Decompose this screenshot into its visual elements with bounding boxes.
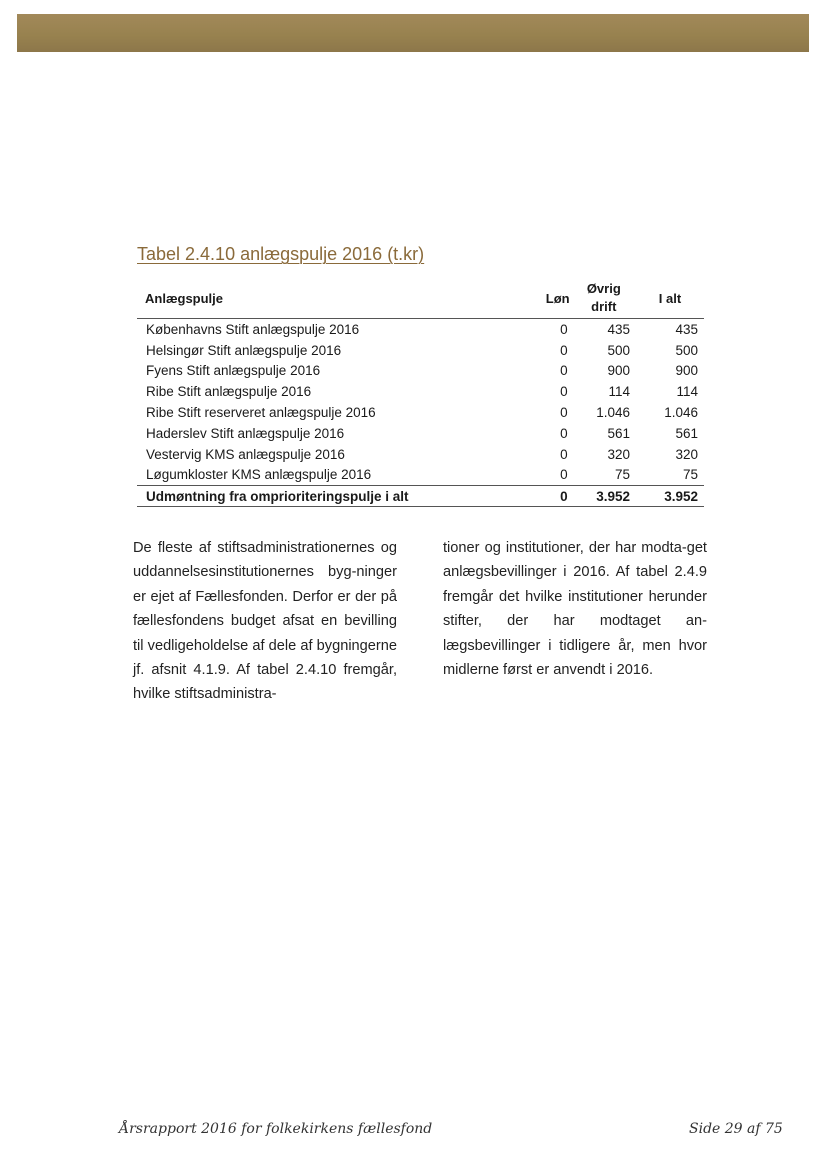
row-name: Vestervig KMS anlægspulje 2016 <box>146 446 345 462</box>
table-row <box>137 423 704 444</box>
row-i-alt: 1.046 <box>664 405 698 421</box>
row-ovrig-drift: 114 <box>608 384 631 400</box>
table-row <box>137 340 704 361</box>
total-i-alt: 3.952 <box>636 486 704 507</box>
column-header-ovrig-drift: Øvrig drift <box>572 278 636 319</box>
header-band <box>17 14 809 52</box>
row-i-alt: 435 <box>675 321 698 337</box>
table-row <box>137 444 704 465</box>
footer-report-title: Årsrapport 2016 for folkekirkens fællesfond <box>119 1121 433 1137</box>
column-header-anlaegspulje: Anlægspulje <box>137 278 466 319</box>
row-lon: 0 <box>560 425 568 441</box>
row-ovrig-drift: 75 <box>572 465 636 486</box>
row-lon: 0 <box>466 465 572 486</box>
row-lon: 0 <box>560 405 568 421</box>
allocation-table <box>137 278 704 507</box>
total-lon: 0 <box>466 486 572 507</box>
row-name: Københavns Stift anlægspulje 2016 <box>146 321 360 337</box>
column-header-i-alt: I alt <box>636 278 704 319</box>
table-title: Tabel 2.4.10 anlægspulje 2016 (t.kr) <box>137 244 425 264</box>
table-row <box>137 402 704 423</box>
row-ovrig-drift: 900 <box>607 363 631 379</box>
row-name: Ribe Stift reserveret anlægspulje 2016 <box>146 405 376 421</box>
row-lon: 0 <box>560 342 568 358</box>
table-row <box>137 465 704 486</box>
row-name: Fyens Stift anlægspulje 2016 <box>146 363 321 379</box>
row-ovrig-drift: 1.046 <box>596 405 631 421</box>
total-name: Udmøntning fra omprioriteringspulje i alt <box>137 486 466 507</box>
total-row <box>137 486 704 507</box>
row-ovrig-drift: 500 <box>607 342 631 358</box>
footer-page-number: Side 29 af 75 <box>689 1121 783 1137</box>
row-i-alt: 114 <box>676 384 698 400</box>
row-i-alt: 75 <box>636 465 704 486</box>
table-header-row <box>137 278 704 319</box>
row-lon: 0 <box>560 446 568 462</box>
body-text-left-column: De fleste af stiftsadministrationernes og uddannelsesinstitutionernes byg-ninger er ejet af Fællesfonden. Derfor er der på fællesfondens budget afsat en bevilling til vedligeholdelse af dele af bygningerne jf. afsnit 4.1.9. Af tabel 2.4.10 fremgår, hvilke stiftsadministra- <box>133 540 397 703</box>
table-row <box>137 319 704 340</box>
row-i-alt: 500 <box>675 342 698 358</box>
row-i-alt: 561 <box>675 425 698 441</box>
row-i-alt: 320 <box>675 446 698 462</box>
row-ovrig-drift: 561 <box>607 425 631 441</box>
table-row <box>137 381 704 402</box>
body-text-right-column: tioner og institutioner, der har modta-get anlægsbevillinger i 2016. Af tabel 2.4.9 fremgår det hvilke institutioner herunder stifter, der har modtaget an-lægsbevillinger i tidligere år, men hvor midlerne først er anvendt i 2016. <box>443 540 707 679</box>
row-name: Helsingør Stift anlægspulje 2016 <box>146 342 342 358</box>
row-name: Ribe Stift anlægspulje 2016 <box>146 384 312 400</box>
row-lon: 0 <box>560 363 568 379</box>
total-ovrig-drift: 3.952 <box>572 486 636 507</box>
column-header-lon: Løn <box>466 278 572 319</box>
row-lon: 0 <box>560 384 568 400</box>
row-ovrig-drift: 320 <box>607 446 631 462</box>
row-ovrig-drift: 435 <box>607 321 631 337</box>
row-name: Løgumkloster KMS anlægspulje 2016 <box>137 465 466 486</box>
row-name: Haderslev Stift anlægspulje 2016 <box>146 425 345 441</box>
row-i-alt: 900 <box>675 363 698 379</box>
table-row <box>137 361 704 382</box>
row-lon: 0 <box>560 321 568 337</box>
